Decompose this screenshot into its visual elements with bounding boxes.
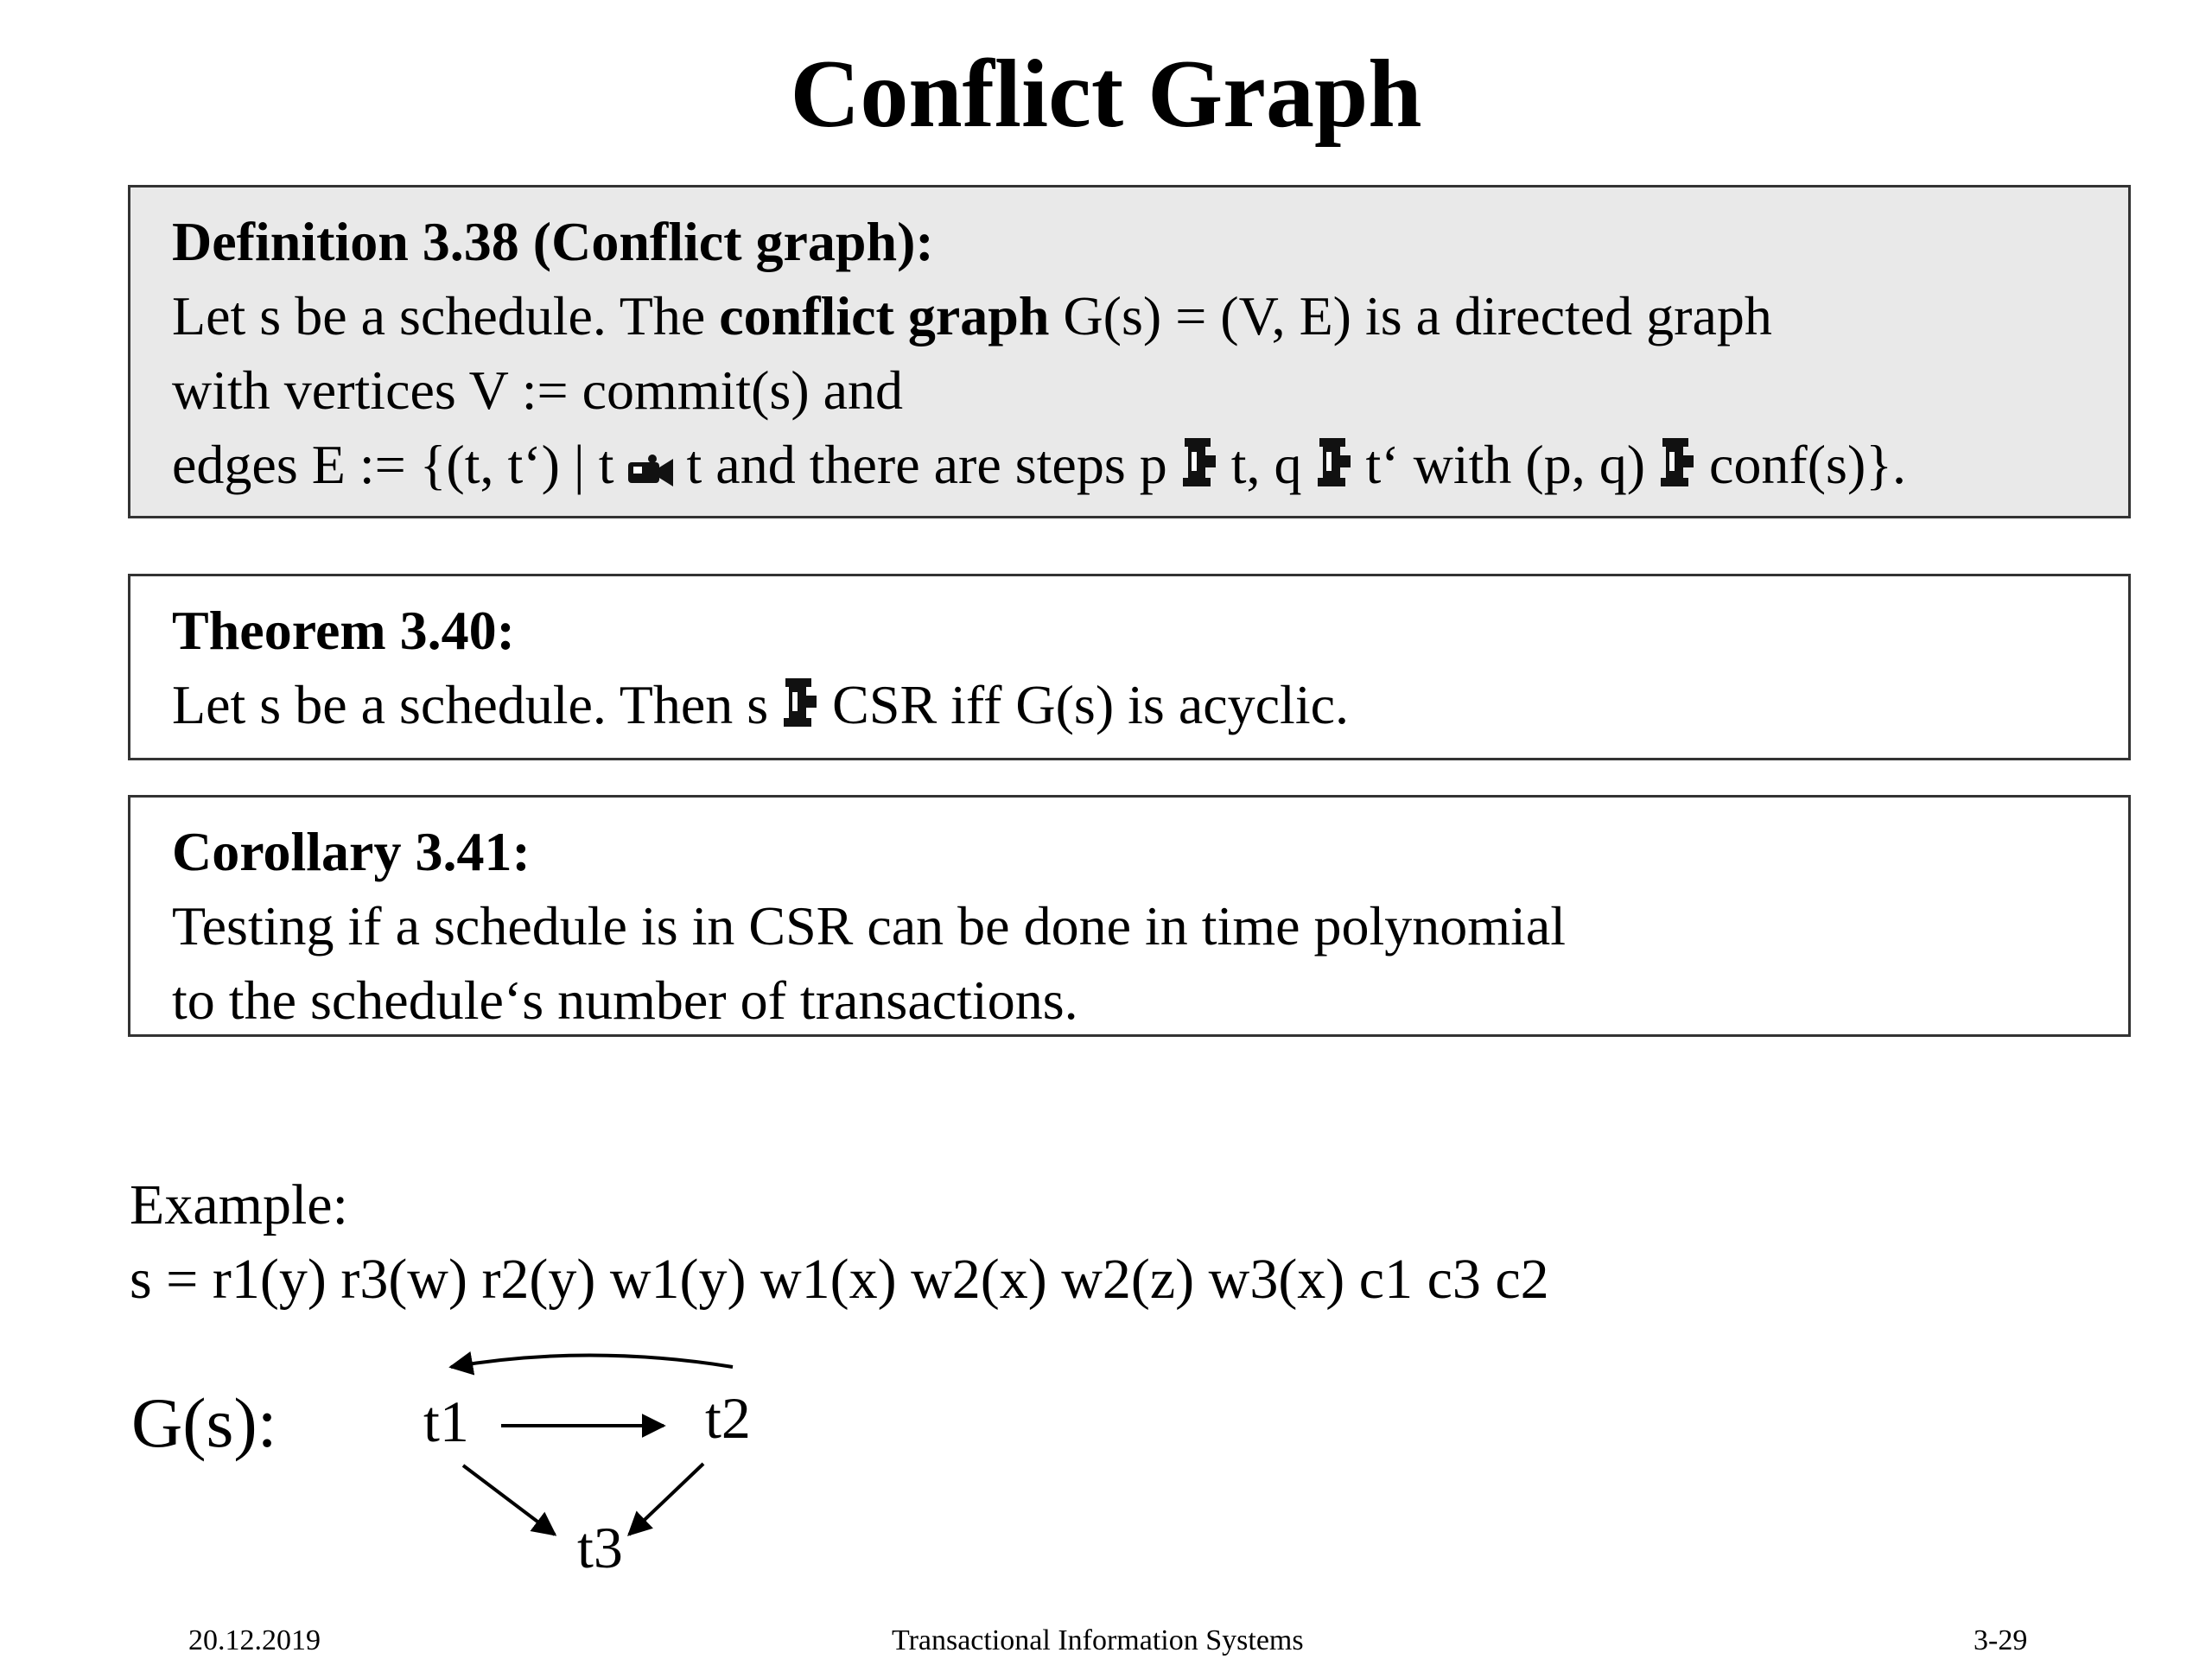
graph-node-t1: t1 <box>423 1389 469 1454</box>
theorem-text-post: CSR iff G(s) is acyclic. <box>832 674 1349 735</box>
graph-node-t2: t2 <box>705 1385 751 1451</box>
footer-course: Transactional Information Systems <box>892 1624 1304 1656</box>
corollary-line-2: to the schedule‘s number of transactions. <box>172 969 1078 1031</box>
definition-line-3-c: t, q <box>1230 434 1302 495</box>
theorem-text-pre: Let s be a schedule. Then s <box>172 674 769 735</box>
definition-line-3-e: conf(s)}. <box>1709 434 1906 495</box>
theorem-heading: Theorem 3.40: <box>172 600 515 661</box>
footer-date: 20.12.2019 <box>188 1624 321 1656</box>
example-label: Example: <box>130 1173 348 1236</box>
graph-label: G(s): <box>131 1383 277 1462</box>
example-schedule: s = r1(y) r3(w) r2(y) w1(y) w1(x) w2(x) w2(z) w3(x) c1 c3 c2 <box>130 1248 1549 1311</box>
definition-term: conflict graph <box>719 285 1050 346</box>
definition-line-3-b: t and there are steps p <box>686 434 1167 495</box>
corollary-line-1: Testing if a schedule is in CSR can be done in time polynomial <box>172 895 1567 957</box>
definition-line-1-post: G(s) = (V, E) is a directed graph <box>1049 285 1772 346</box>
edge-t1-t3 <box>463 1465 555 1535</box>
footer-page: 3-29 <box>1974 1624 2028 1656</box>
slide-title: Conflict Graph <box>790 41 1422 148</box>
edge-t2-t3 <box>629 1464 703 1535</box>
graph-node-t3: t3 <box>577 1515 623 1580</box>
definition-line-3-d: t‘ with (p, q) <box>1365 434 1645 495</box>
corollary-heading: Corollary 3.41: <box>172 821 531 882</box>
definition-line-1-pre: Let s be a schedule. The <box>172 285 720 346</box>
definition-heading: Definition 3.38 (Conflict graph): <box>172 211 934 272</box>
definition-line-3-a: edges E := {(t, t‘) | t <box>172 434 614 495</box>
edge-t2-t1 <box>451 1356 733 1368</box>
definition-line-2: with vertices V := commit(s) and <box>172 359 904 421</box>
